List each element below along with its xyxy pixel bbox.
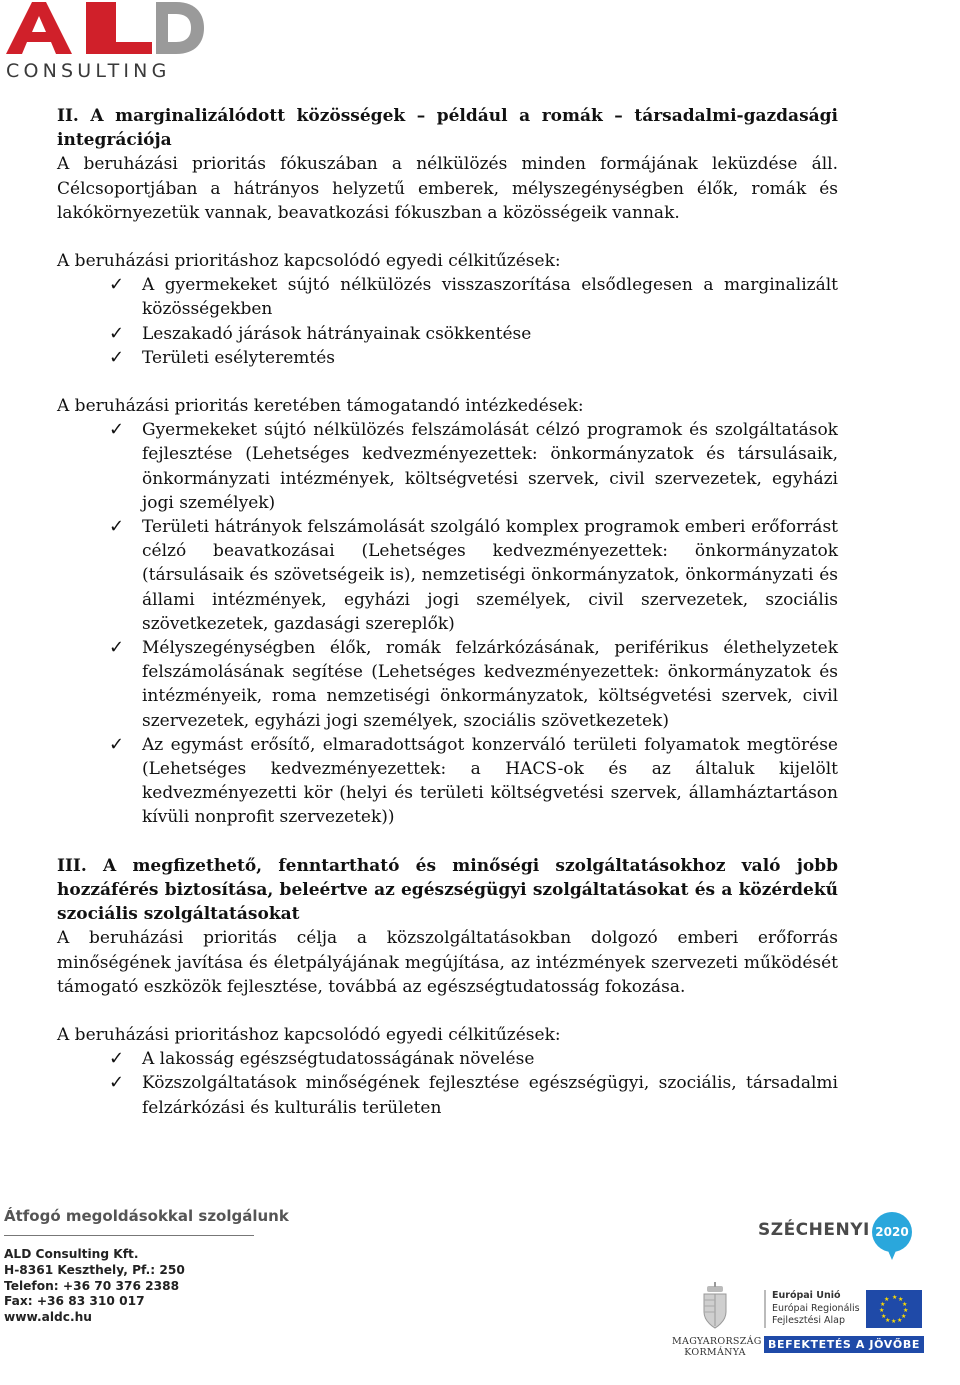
document-body xyxy=(57,104,838,1120)
svg-text:★: ★ xyxy=(892,1294,898,1301)
section-3-title: III. A megfizethető, fenntartható és minőségi szolgáltatásokhoz való jobb hozzáférés biztosítása, beleértve az egészségügyi szolgáltatásokat és a közérdekű szociális szolgáltatásokat xyxy=(57,855,838,925)
svg-text:★: ★ xyxy=(885,1317,891,1324)
check-icon: ✓ xyxy=(109,516,125,538)
section-2-objectives-label: A beruházási prioritáshoz kapcsolódó egyedi célkitűzések: xyxy=(57,251,561,272)
ald-logo xyxy=(6,2,206,84)
check-icon: ✓ xyxy=(109,419,125,441)
list-item: ✓ Mélyszegénységben élők, romák felzárkózásának, periférikus élethelyzetek felszámolásának segítése (Lehetséges kedvezményezettek: önkormányzatok és intézményeik, roma nemzetiségi önkormányzatok, költségvetési szervek, civil szervezetek, egyházi jogi személyek, szociális szövetkezetek) xyxy=(109,637,838,731)
section-2-objectives-list xyxy=(57,273,838,370)
szechenyi-pin-icon: 2020 xyxy=(872,1212,912,1252)
section-3-objectives-label: A beruházási prioritáshoz kapcsolódó egyedi célkitűzések: xyxy=(57,1024,561,1045)
check-icon: ✓ xyxy=(109,637,125,659)
website-link[interactable]: www.aldc.hu xyxy=(4,1310,92,1325)
svg-text:★: ★ xyxy=(901,1313,907,1320)
eu-banner: BEFEKTETÉS A JÖVŐBE xyxy=(764,1336,924,1353)
list-item: ✓ A lakosság egészségtudatosságának növelése xyxy=(57,1047,838,1071)
svg-text:★: ★ xyxy=(897,1317,903,1324)
list-item: ✓ Leszakadó járások hátrányainak csökkentése xyxy=(57,322,838,346)
address-line: Fax: +36 83 310 017 xyxy=(4,1294,145,1309)
address-line: ALD Consulting Kft. xyxy=(4,1247,139,1261)
check-icon: ✓ xyxy=(109,322,125,344)
svg-text:★: ★ xyxy=(903,1307,909,1314)
svg-text:★: ★ xyxy=(881,1313,887,1320)
list-item: ✓ Gyermekeket sújtó nélkülözés felszámolását célzó programok és szolgáltatások fejlesztése (Lehetséges kedvezményezettek: önkormányzatok és társulásaik, önkormányzati intézmények, költségvetési szervek, civil szervezetek, egyházi jogi személyek) xyxy=(109,419,838,513)
list-item: ✓ Területi hátrányok felszámolását szolgáló komplex programok emberi erőforrást célzó beavatkozásai (Lehetséges kedvezményezettek: önkormányzatok (társulásaik és szövetségeik is), nemzetiségi önkormányzatok, önkormányzati és állami intézmények, egyházi jogi személyek, civil szervezetek, szociális szövetkezetek, gazdasági szereplők) xyxy=(109,516,838,634)
szechenyi-text: SZÉCHENYI xyxy=(758,1220,870,1240)
eu-flag-icon xyxy=(866,1290,922,1328)
svg-text:★: ★ xyxy=(898,1296,904,1303)
check-icon: ✓ xyxy=(109,346,125,368)
check-icon: ✓ xyxy=(109,274,125,296)
svg-text:★: ★ xyxy=(891,1318,897,1325)
coat-of-arms-icon xyxy=(700,1282,730,1332)
list-item: ✓ A gyermekeket sújtó nélkülözés visszaszorítása elsődlegesen a marginalizált közösségekben xyxy=(109,274,838,320)
section-3-intro: A beruházási prioritás célja a közszolgáltatásokban dolgozó emberi erőforrás minőségének javítása és életpályájának megújítása, az intézmények szervezeti működését támogató eszközök fejlesztése, továbbá az egészségtudatosság fokozása. xyxy=(57,928,838,997)
address-line: H-8361 Keszthely, Pf.: 250 xyxy=(4,1262,185,1277)
section-2-intro: A beruházási prioritás fókuszában a nélkülözés minden formájának leküzdése áll. Célcsoportjában a hátrányos helyzetű emberek, mélyszegénységben élők, romák és lakókörnyezetük vannak, beavatkozási fókuszban a közösségeik vannak. xyxy=(57,154,838,223)
section-2-measures-list xyxy=(57,418,838,829)
footer-slogan: Átfogó megoldásokkal szolgálunk xyxy=(4,1207,254,1236)
logo-subtitle: CONSULTING xyxy=(6,60,171,82)
eu-fund-text: Európai Unió Európai Regionális Fejlesztési Alap xyxy=(764,1290,860,1328)
ald-logo-mark xyxy=(6,2,206,58)
svg-text:★: ★ xyxy=(879,1307,885,1314)
address-line: Telefon: +36 70 376 2388 xyxy=(4,1278,180,1293)
section-2-title: II. A marginalizálódott közösségek – például a romák – társadalmi-gazdasági integrációja xyxy=(57,106,838,151)
list-item: ✓ Közszolgáltatások minőségének fejlesztése egészségügyi, szociális, társadalmi felzárkózási és kulturális területen xyxy=(109,1072,838,1118)
section-2-measures-label: A beruházási prioritás keretében támogatandó intézkedések: xyxy=(57,396,584,417)
svg-text:★: ★ xyxy=(902,1301,908,1308)
szechenyi-2020-logo xyxy=(758,1212,958,1272)
list-item: ✓ Területi esélyteremtés xyxy=(57,346,838,370)
check-icon: ✓ xyxy=(109,1072,125,1094)
svg-text:★: ★ xyxy=(880,1301,886,1308)
footer-address xyxy=(4,1247,185,1326)
list-item: ✓ Az egymást erősítő, elmaradottságot konzerváló területi folyamatok megtörése (Lehetséges kedvezményezettek: a HACS-ok és az általuk kijelölt kedvezményezetti kör (helyi és területi költségvetési szervek, államháztartáson kívüli nonprofit szervezetek)) xyxy=(109,733,838,828)
government-logo: MAGYARORSZÁG KORMÁNYA xyxy=(672,1282,758,1362)
check-icon: ✓ xyxy=(109,733,125,755)
check-icon: ✓ xyxy=(109,1048,125,1070)
section-3-objectives-list xyxy=(57,1047,838,1120)
svg-text:★: ★ xyxy=(884,1296,890,1303)
eu-logo xyxy=(764,1290,924,1330)
